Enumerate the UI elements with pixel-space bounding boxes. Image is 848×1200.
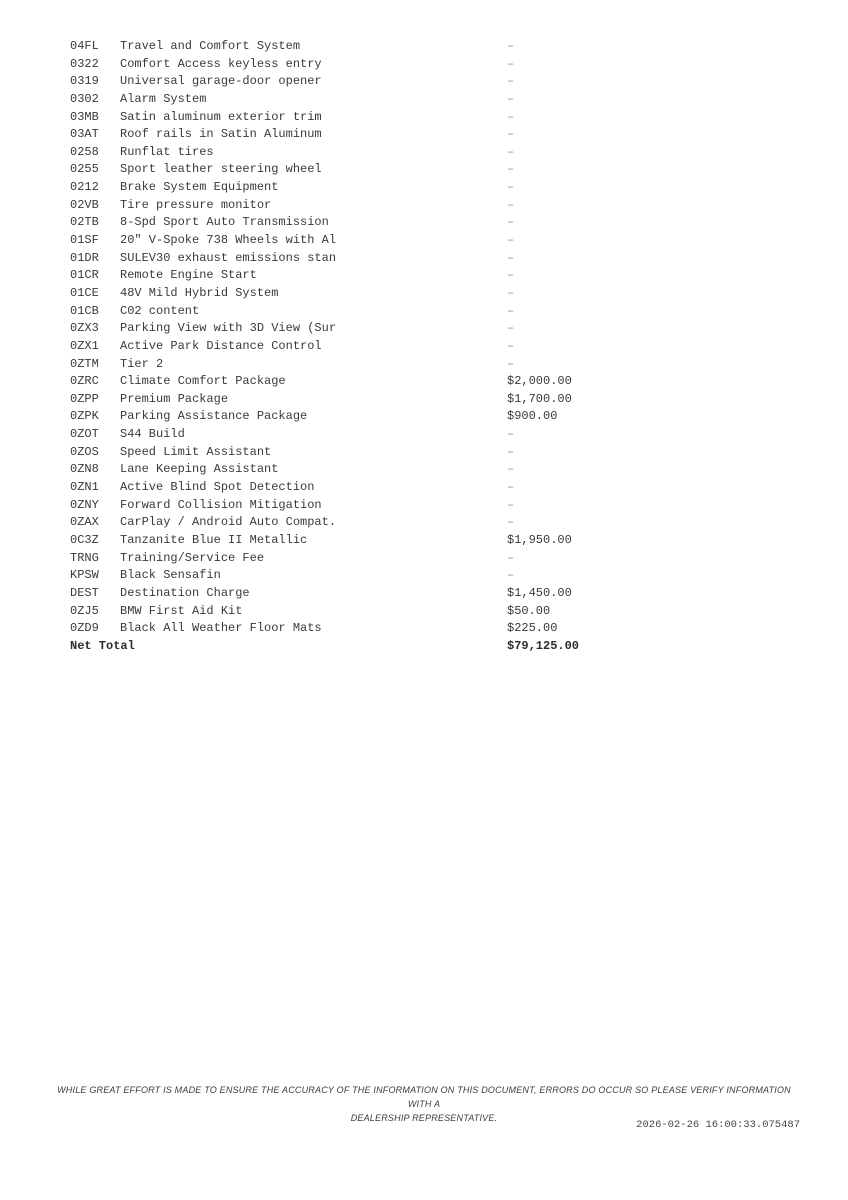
option-price: – xyxy=(507,56,515,71)
option-row xyxy=(70,426,810,444)
option-code: 0ZPK xyxy=(70,409,99,424)
option-description: Forward Collision Mitigation xyxy=(120,497,322,512)
option-price: – xyxy=(507,550,515,565)
option-price: – xyxy=(507,268,515,283)
option-code: 02TB xyxy=(70,215,99,230)
option-row xyxy=(70,73,810,91)
option-price: $1,950.00 xyxy=(507,532,572,547)
option-price: – xyxy=(507,444,515,459)
option-row xyxy=(70,197,810,215)
option-price: – xyxy=(507,144,515,159)
option-price: – xyxy=(507,338,515,353)
option-description: Universal garage-door opener xyxy=(120,74,322,89)
option-row xyxy=(70,497,810,515)
option-row xyxy=(70,603,810,621)
option-code: 0ZRC xyxy=(70,374,99,389)
option-code: 03MB xyxy=(70,109,99,124)
option-row xyxy=(70,514,810,532)
option-row xyxy=(70,338,810,356)
option-row xyxy=(70,373,810,391)
option-description: Tire pressure monitor xyxy=(120,197,272,212)
option-description: Runflat tires xyxy=(120,144,214,159)
disclaimer-line-2: DEALERSHIP REPRESENTATIVE. xyxy=(350,1113,498,1123)
net-total-label: Net Total xyxy=(70,638,135,653)
option-code: 0ZN8 xyxy=(70,462,99,477)
option-description: Climate Comfort Package xyxy=(120,374,286,389)
option-row xyxy=(70,56,810,74)
option-code: 0ZOS xyxy=(70,444,99,459)
option-row xyxy=(70,620,810,638)
option-row xyxy=(70,161,810,179)
option-code: 0319 xyxy=(70,74,99,89)
option-description: Remote Engine Start xyxy=(120,268,257,283)
option-price: $1,450.00 xyxy=(507,585,572,600)
option-description: SULEV30 exhaust emissions stan xyxy=(120,250,337,265)
option-code: 04FL xyxy=(70,39,99,53)
option-description: Speed Limit Assistant xyxy=(120,444,272,459)
option-description: 8-Spd Sport Auto Transmission xyxy=(120,215,329,230)
option-row xyxy=(70,267,810,285)
option-code: 0ZN1 xyxy=(70,480,99,495)
option-description: Parking View with 3D View (Sur xyxy=(120,321,337,336)
option-price: – xyxy=(507,321,515,336)
option-code: 0ZAX xyxy=(70,515,99,530)
option-price: – xyxy=(507,162,515,177)
option-code: 0ZTM xyxy=(70,356,99,371)
option-description: Black All Weather Floor Mats xyxy=(120,621,322,636)
option-row xyxy=(70,179,810,197)
option-row xyxy=(70,214,810,232)
option-row xyxy=(70,285,810,303)
option-code: 0ZX1 xyxy=(70,338,99,353)
option-description: Sport leather steering wheel xyxy=(120,162,322,177)
option-code: 01CR xyxy=(70,268,99,283)
option-price: – xyxy=(507,215,515,230)
option-code: 01SF xyxy=(70,233,99,248)
option-code: 01DR xyxy=(70,250,99,265)
option-row xyxy=(70,391,810,409)
option-code: 0258 xyxy=(70,144,99,159)
option-row xyxy=(70,479,810,497)
option-row xyxy=(70,320,810,338)
option-description: Premium Package xyxy=(120,391,229,406)
option-price: $1,700.00 xyxy=(507,391,572,406)
option-price: – xyxy=(507,127,515,142)
option-description: Comfort Access keyless entry xyxy=(120,56,322,71)
option-description: Active Blind Spot Detection xyxy=(120,480,315,495)
option-code: 0C3Z xyxy=(70,532,99,547)
option-description: Satin aluminum exterior trim xyxy=(120,109,322,124)
option-price: $225.00 xyxy=(507,621,558,636)
option-price: – xyxy=(507,462,515,477)
option-price: – xyxy=(507,74,515,89)
option-price: – xyxy=(507,356,515,371)
timestamp: 2026-02-26 16:00:33.075487 xyxy=(636,1119,800,1131)
option-price: – xyxy=(507,91,515,106)
option-row xyxy=(70,585,810,603)
option-code: 0ZPP xyxy=(70,391,99,406)
option-price: – xyxy=(507,197,515,212)
option-description: Active Park Distance Control xyxy=(120,338,322,353)
option-code: 01CE xyxy=(70,285,99,300)
option-description: CarPlay / Android Auto Compat. xyxy=(120,515,337,530)
option-row xyxy=(70,356,810,374)
option-row xyxy=(70,567,810,585)
option-row xyxy=(70,250,810,268)
option-code: 01CB xyxy=(70,303,99,318)
option-code: 0212 xyxy=(70,180,99,195)
option-row xyxy=(70,550,810,568)
option-code: 0ZNY xyxy=(70,497,99,512)
option-row xyxy=(70,109,810,127)
option-price: – xyxy=(507,285,515,300)
option-code: 02VB xyxy=(70,197,99,212)
option-row xyxy=(70,91,810,109)
option-price: – xyxy=(507,427,515,442)
disclaimer-line-1: WHILE GREAT EFFORT IS MADE TO ENSURE THE ACCURACY OF THE INFORMATION ON THIS DOCUMENT, ERRORS DO OCCUR SO PLEASE VERIFY INFORMATION WITH A xyxy=(57,1085,791,1109)
option-code: 0ZX3 xyxy=(70,321,99,336)
option-description: Alarm System xyxy=(120,91,207,106)
option-code: 03AT xyxy=(70,127,99,142)
net-total-row xyxy=(70,638,810,656)
option-row xyxy=(70,303,810,321)
option-code: 0302 xyxy=(70,91,99,106)
option-code: 0255 xyxy=(70,162,99,177)
option-code: KPSW xyxy=(70,568,99,583)
option-price: $900.00 xyxy=(507,409,558,424)
option-description: Tier 2 xyxy=(120,356,164,371)
option-description: 48V Mild Hybrid System xyxy=(120,285,279,300)
option-description: Travel and Comfort System xyxy=(120,39,301,53)
option-code: 0ZJ5 xyxy=(70,603,99,618)
option-price: – xyxy=(507,250,515,265)
option-description: Brake System Equipment xyxy=(120,180,279,195)
option-description: 20" V-Spoke 738 Wheels with Al xyxy=(120,233,337,248)
option-price: – xyxy=(507,497,515,512)
option-price: – xyxy=(507,515,515,530)
option-row xyxy=(70,38,810,56)
option-description: C02 content xyxy=(120,303,200,318)
options-table xyxy=(70,38,810,655)
option-price: – xyxy=(507,109,515,124)
option-price: – xyxy=(507,233,515,248)
option-row xyxy=(70,232,810,250)
option-code: DEST xyxy=(70,585,99,600)
option-row xyxy=(70,408,810,426)
option-code: 0ZOT xyxy=(70,427,99,442)
option-description: Black Sensafin xyxy=(120,568,221,583)
option-description: Parking Assistance Package xyxy=(120,409,308,424)
option-row xyxy=(70,444,810,462)
option-code: 0322 xyxy=(70,56,99,71)
option-description: BMW First Aid Kit xyxy=(120,603,243,618)
option-description: Roof rails in Satin Aluminum xyxy=(120,127,322,142)
net-total-value: $79,125.00 xyxy=(507,638,580,653)
option-code: 0ZD9 xyxy=(70,621,99,636)
option-row xyxy=(70,461,810,479)
option-price: – xyxy=(507,39,515,53)
option-description: Destination Charge xyxy=(120,585,250,600)
option-row xyxy=(70,144,810,162)
option-code: TRNG xyxy=(70,550,99,565)
option-row xyxy=(70,532,810,550)
option-description: Tanzanite Blue II Metallic xyxy=(120,532,308,547)
option-price: $2,000.00 xyxy=(507,374,572,389)
option-description: Lane Keeping Assistant xyxy=(120,462,279,477)
option-price: – xyxy=(507,180,515,195)
option-description: Training/Service Fee xyxy=(120,550,265,565)
option-price: – xyxy=(507,568,515,583)
option-price: $50.00 xyxy=(507,603,551,618)
option-row xyxy=(70,126,810,144)
option-description: S44 Build xyxy=(120,427,185,442)
option-price: – xyxy=(507,480,515,495)
option-price: – xyxy=(507,303,515,318)
